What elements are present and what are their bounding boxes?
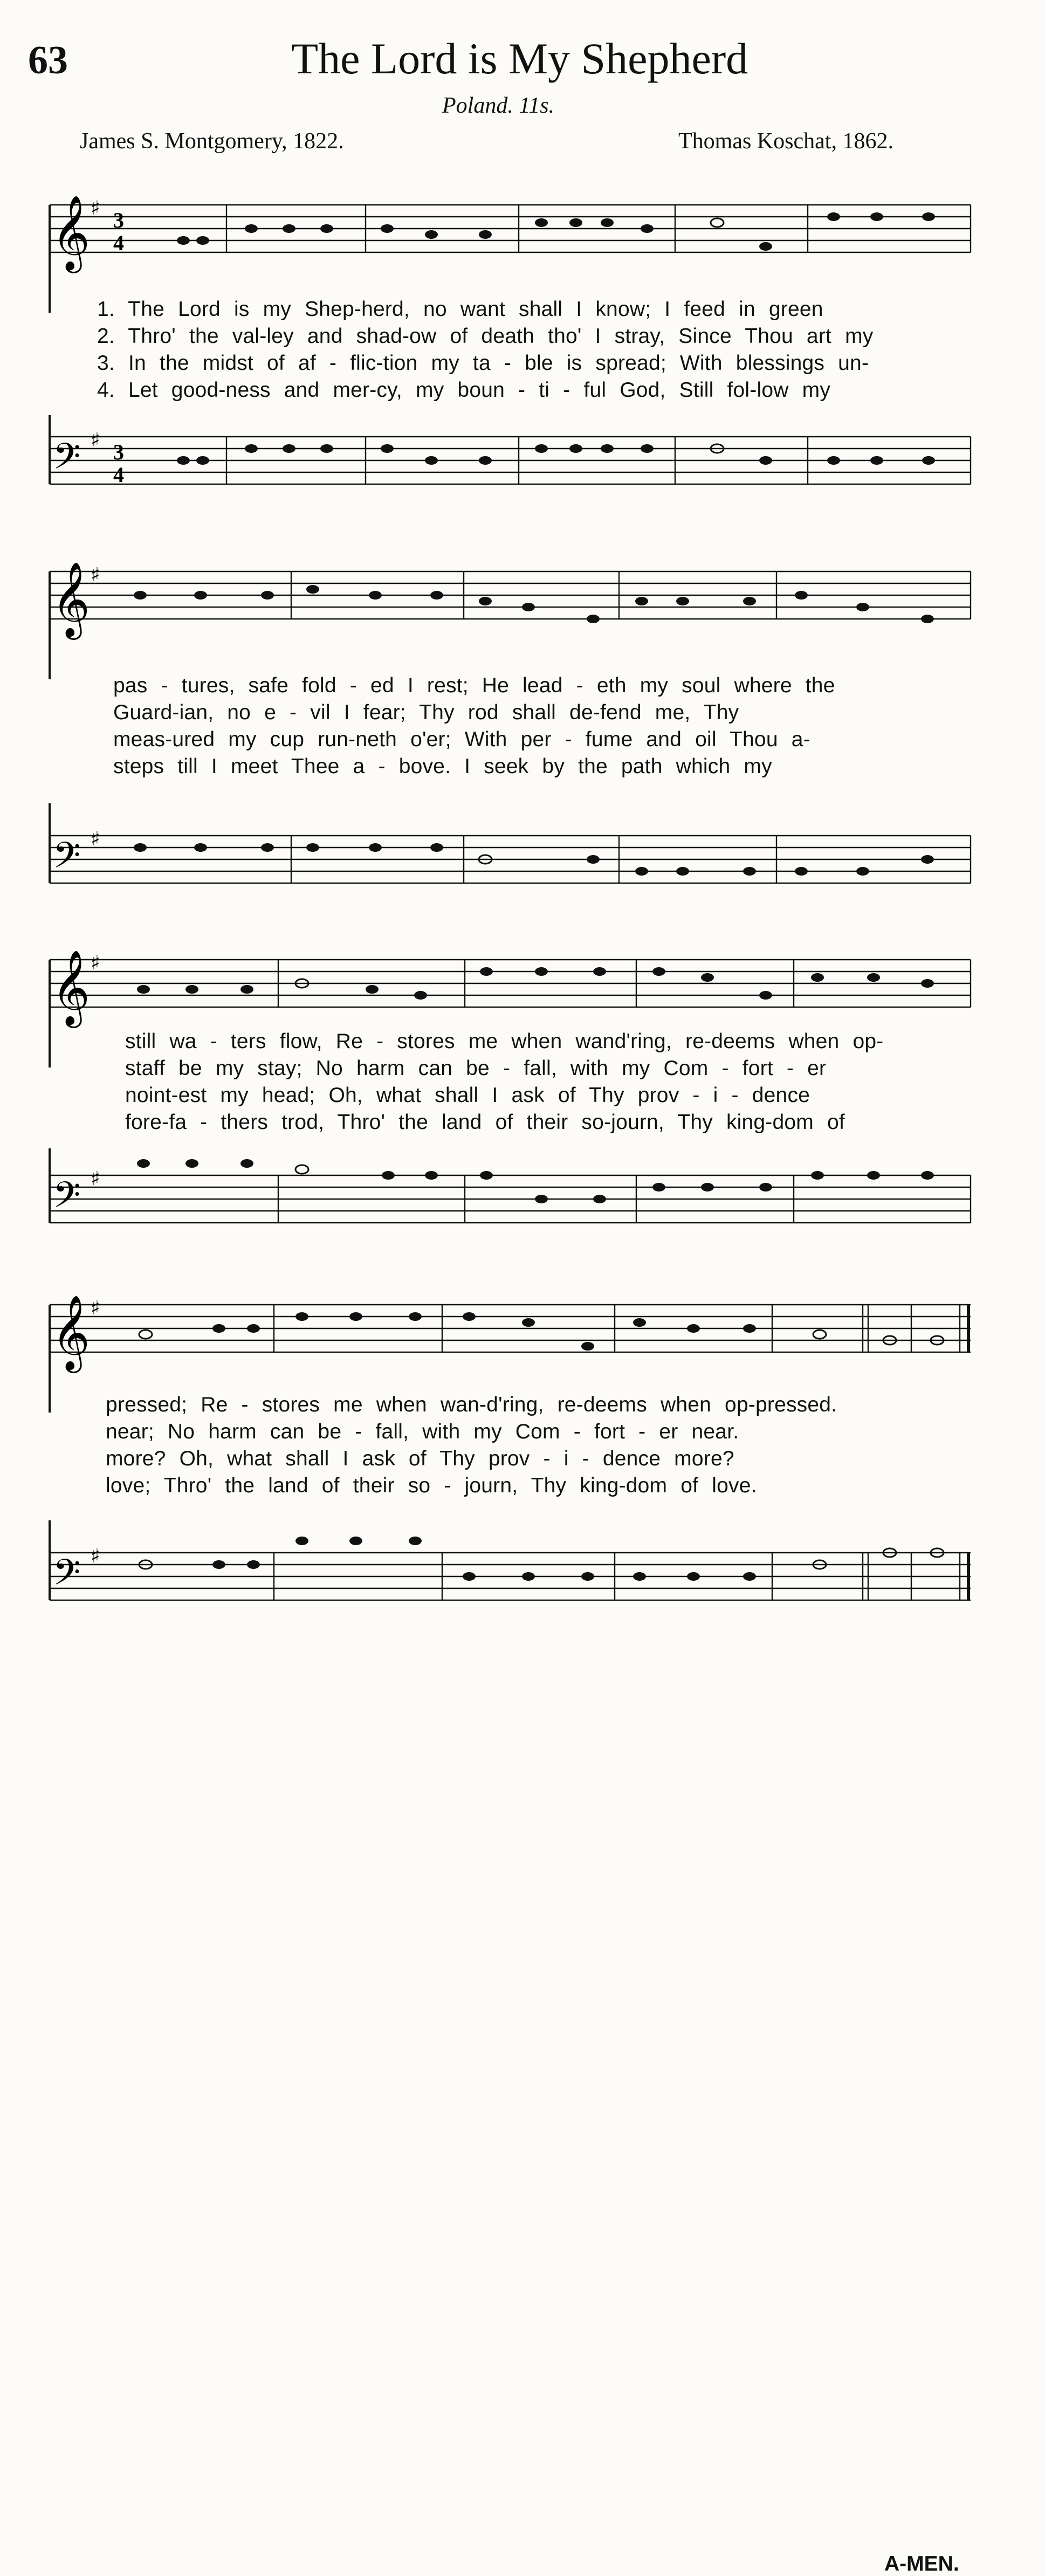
lyric-verse-4: fore-fa - thers trod, Thro' the land of their so-journ, Thy king-dom of — [125, 1111, 845, 1134]
bass-notes — [177, 444, 935, 465]
lyric-verse-2: staff be my stay; No harm can be - fall, with my Com - fort - er — [125, 1057, 827, 1080]
bass-clef-icon: 𝄢 — [53, 1552, 81, 1602]
hymn-number: 63 — [28, 38, 68, 82]
treble-notes — [139, 1312, 944, 1351]
treble-staff — [0, 550, 1045, 679]
key-signature-sharp: ♯ — [91, 564, 100, 586]
treble-clef-icon: 𝄞 — [52, 195, 90, 270]
treble-notes — [177, 212, 935, 251]
amen-label: A-MEN. — [884, 2552, 959, 2575]
music-system-4 — [0, 1272, 1045, 2575]
key-signature-sharp: ♯ — [91, 1297, 100, 1319]
lyricist-credit: James S. Montgomery, 1822. — [80, 129, 344, 154]
time-signature-top: 3 — [113, 440, 124, 464]
key-signature-sharp: ♯ — [91, 197, 100, 219]
bass-staff — [0, 1520, 1045, 1639]
lyric-verse-4: steps till I meet Thee a - bove. I seek by the path which my — [113, 755, 772, 778]
bass-clef-icon: 𝄢 — [53, 1174, 81, 1224]
key-signature-sharp: ♯ — [91, 429, 100, 451]
lyric-verse-1: pressed; Re - stores me when wan-d'ring, re-deems when op-pressed. — [106, 1393, 837, 1416]
lyric-verse-4: 4. Let good-ness and mer-cy, my boun - ti - ful God, Still fol-low my — [97, 378, 831, 402]
bass-clef-icon: 𝄢 — [53, 835, 81, 885]
treble-clef-icon: 𝄞 — [52, 1295, 90, 1370]
treble-clef-icon: 𝄞 — [52, 950, 90, 1025]
time-signature-top: 3 — [113, 208, 124, 232]
tune-name: Poland. 11s. — [442, 93, 555, 118]
bass-staff — [0, 415, 1045, 507]
lyric-verse-3: meas-ured my cup run-neth o'er; With per - fume and oil Thou a- — [113, 728, 810, 751]
lyric-verse-1: 1. The Lord is my Shep-herd, no want shall I know; I feed in green — [97, 298, 823, 321]
treble-notes — [134, 585, 934, 623]
bass-notes — [139, 1537, 944, 1581]
treble-clef-icon: 𝄞 — [52, 562, 90, 637]
music-system-1 — [0, 173, 1045, 507]
treble-staff — [0, 183, 1045, 313]
composer-credit: Thomas Koschat, 1862. — [678, 129, 893, 154]
lyric-verse-4: love; Thro' the land of their so - journ, Thy king-dom of love. — [106, 1474, 757, 1497]
lyric-verse-3: more? Oh, what shall I ask of Thy prov - i - dence more? — [106, 1447, 734, 1470]
time-signature-bottom: 4 — [113, 463, 124, 487]
lyric-verse-2: Guard-ian, no e - vil I fear; Thy rod shall de-fend me, Thy — [113, 701, 739, 724]
lyric-verse-1: pas - tures, safe fold - ed I rest; He lead - eth my soul where the — [113, 674, 835, 697]
lyric-verse-2: near; No harm can be - fall, with my Com - fort - er near. — [106, 1420, 739, 1443]
lyric-verse-3: 3. In the midst of af - flic-tion my ta - ble is spread; With blessings un- — [97, 352, 869, 375]
key-signature-sharp: ♯ — [91, 828, 100, 850]
hymn-title: The Lord is My Shepherd — [291, 34, 748, 83]
bass-notes — [137, 1159, 934, 1203]
lyric-verse-3: noint-est my head; Oh, what shall I ask of Thy prov - i - dence — [125, 1084, 810, 1107]
time-signature-bottom: 4 — [113, 231, 124, 255]
bass-clef-icon: 𝄢 — [53, 436, 81, 486]
music-system-3 — [0, 927, 1045, 1262]
key-signature-sharp: ♯ — [91, 952, 100, 974]
lyric-verse-2: 2. Thro' the val-ley and shad-ow of death tho' I stray, Since Thou art my — [97, 325, 874, 348]
key-signature-sharp: ♯ — [91, 1168, 100, 1190]
music-system-2 — [0, 539, 1045, 917]
bass-staff — [0, 803, 1045, 911]
bass-staff — [0, 1148, 1045, 1256]
lyric-verse-1: still wa - ters flow, Re - stores me when wand'ring, re-deems when op- — [125, 1030, 884, 1053]
key-signature-sharp: ♯ — [91, 1545, 100, 1567]
